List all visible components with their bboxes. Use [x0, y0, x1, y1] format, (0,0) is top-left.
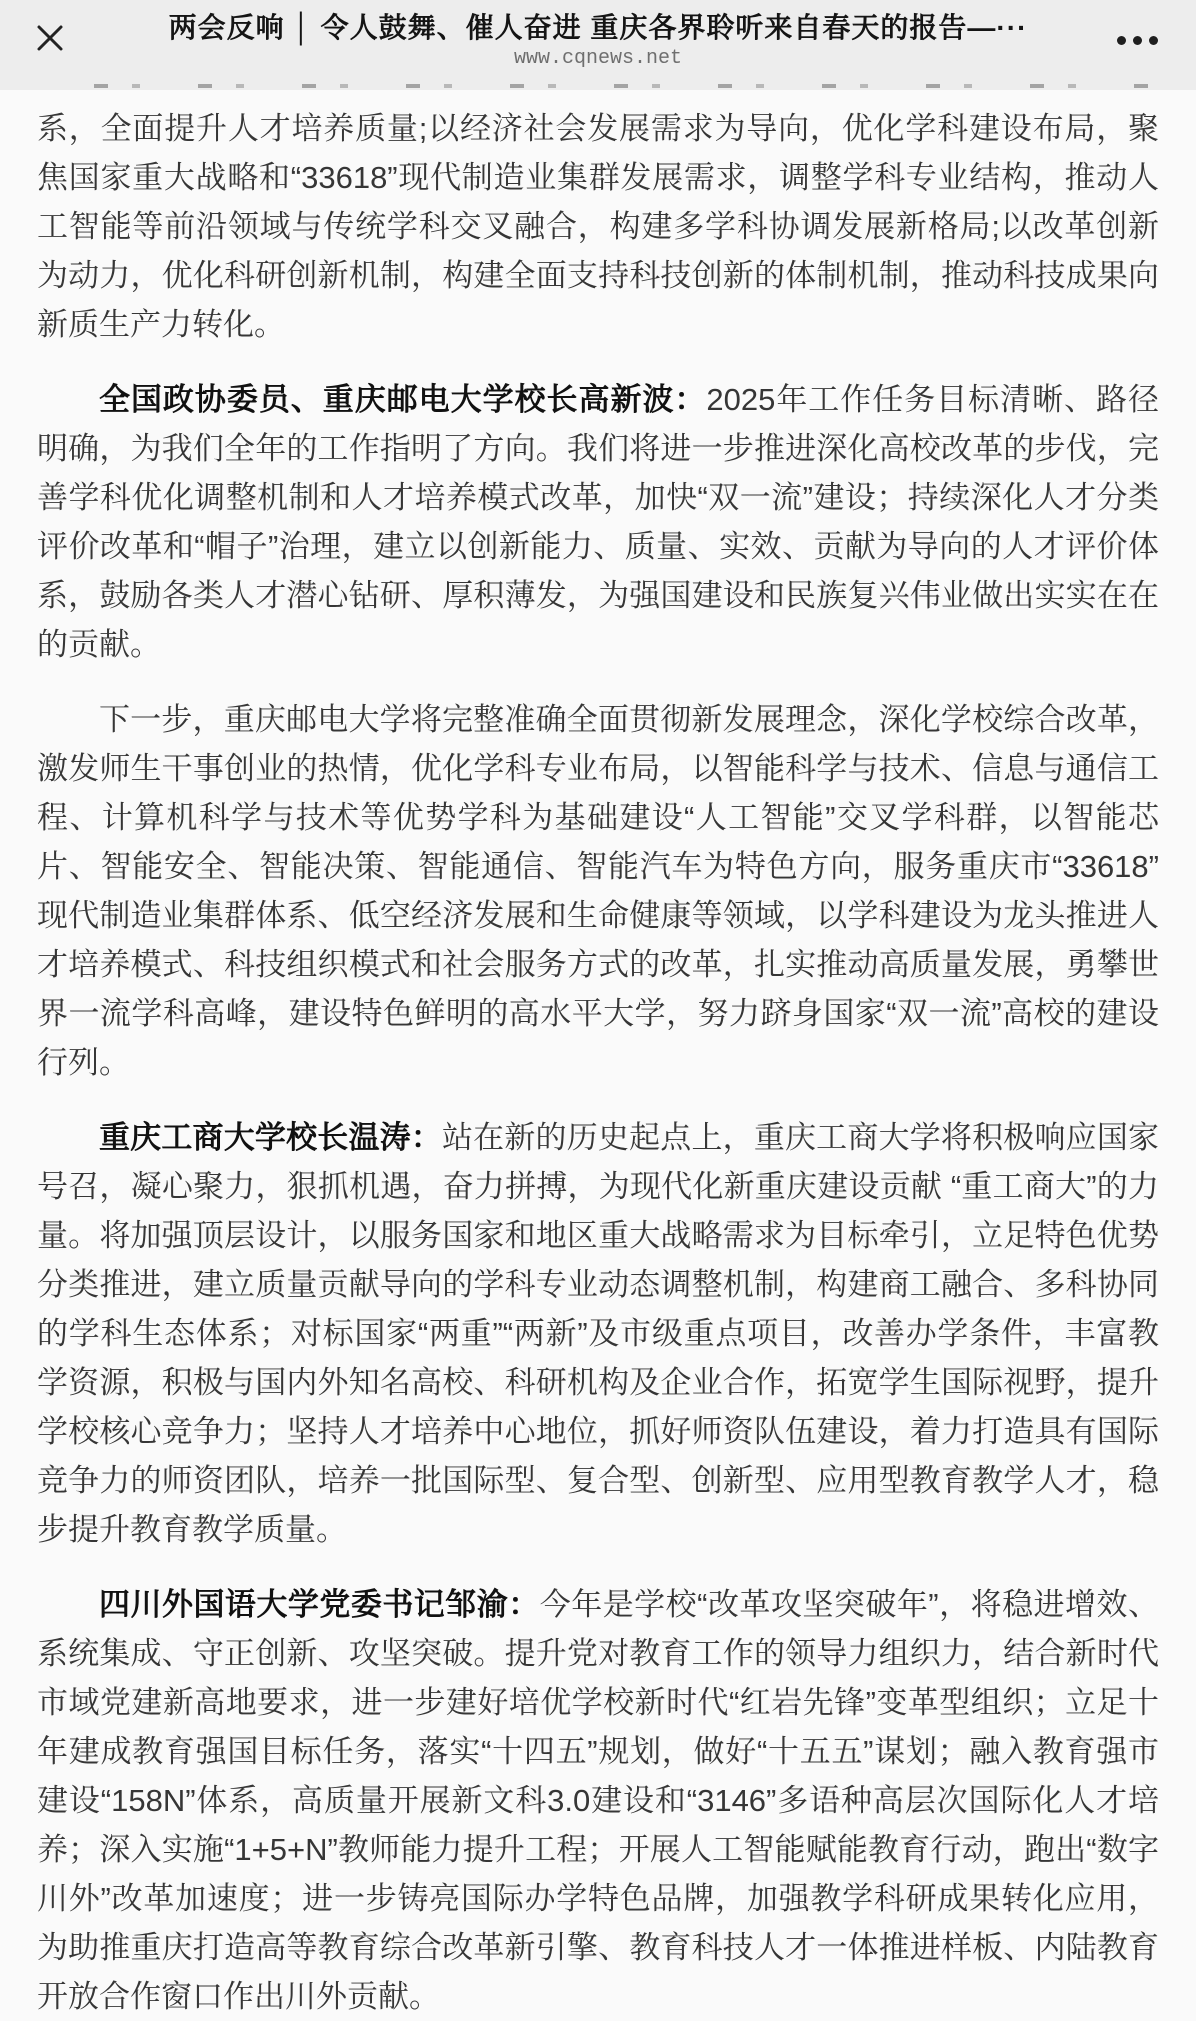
browser-header: [0, 0, 1196, 90]
close-icon: [34, 22, 66, 54]
article-paragraph: [37, 1113, 1159, 1554]
paragraph-text: 今年是学校“改革攻坚突破年”，将稳进增效、系统集成、守正创新、攻坚突破。提升党对教育工作的领导力组织力，结合新时代市域党建新高地要求，进一步建好培优学校新时代“红岩先锋”变革型组织；立足十年建成教育强国目标任务，落实“十四五”规划，做好“十五五”谋划；融入教育强市建设“158N”体系，高质量开展新文科3.0建设和“3146”多语种高层次国际化人才培养；深入实施“1+5+N”教师能力提升工程；开展人工智能赋能教育行动，跑出“数字川外”改革加速度；进一步铸亮国际办学特色品牌，加强教学科研成果转化应用，为助推重庆打造高等教育综合改革新引擎、教育科技人才一体推进样板、内陆教育开放合作窗口作出川外贡献。: [37, 1587, 1159, 2014]
page-url: www.cqnews.net: [513, 47, 683, 70]
more-menu-button[interactable]: [1113, 28, 1162, 52]
article-body: [0, 90, 1196, 2021]
paragraph-text: 系，全面提升人才培养质量;以经济社会发展需求为导向，优化学科建设布局，聚焦国家重大战略和“33618”现代制造业集群发展需求，调整学科专业结构，推动人工智能等前沿领域与传统学科交叉融合，构建多学科协调发展新格局;以改革创新为动力，优化科研创新机制，构建全面支持科技创新的体制机制，推动科技成果向新质生产力转化。: [37, 111, 1159, 342]
article-paragraph: [37, 1580, 1159, 2021]
speaker-name: 重庆工商大学校长温涛：: [99, 1120, 442, 1155]
title-block: [90, 10, 1106, 72]
close-button[interactable]: [30, 18, 70, 58]
speaker-name: 全国政协委员、重庆邮电大学校长高新波：: [99, 382, 707, 417]
clipped-text-fragments: [36, 84, 1160, 88]
speaker-name: 四川外国语大学党委书记邹渝：: [99, 1587, 540, 1622]
article-paragraph: [37, 375, 1159, 669]
article-paragraph: [37, 695, 1159, 1087]
more-menu-icon: [1117, 36, 1158, 45]
paragraph-text: 下一步，重庆邮电大学将完整准确全面贯彻新发展理念，深化学校综合改革，激发师生干事创业的热情，优化学科专业布局，以智能科学与技术、信息与通信工程、计算机科学与技术等优势学科为基础建设“人工智能”交叉学科群，以智能芯片、智能安全、智能决策、智能通信、智能汽车为特色方向，服务重庆市“33618”现代制造业集群体系、低空经济发展和生命健康等领域，以学科建设为龙头推进人才培养模式、科技组织模式和社会服务方式的改革，扎实推动高质量发展，勇攀世界一流学科高峰，建设特色鲜明的高水平大学，努力跻身国家“双一流”高校的建设行列。: [37, 702, 1159, 1080]
paragraph-text: 2025年工作任务目标清晰、路径明确，为我们全年的工作指明了方向。我们将进一步推进深化高校改革的步伐，完善学科优化调整机制和人才培养模式改革，加快“双一流”建设；持续深化人才分类评价改革和“帽子”治理，建立以创新能力、质量、实效、贡献为导向的人才评价体系，鼓励各类人才潜心钻研、厚积薄发，为强国建设和民族复兴伟业做出实实在在的贡献。: [37, 382, 1159, 662]
paragraph-text: 站在新的历史起点上，重庆工商大学将积极响应国家号召，凝心聚力，狠抓机遇，奋力拼搏，为现代化新重庆建设贡献 “重工商大”的力量。将加强顶层设计，以服务国家和地区重大战略需求为目标牵引，立足特色优势分类推进，建立质量贡献导向的学科专业动态调整机制，构建商工融合、多科协同的学科生态体系；对标国家“两重”“两新”及市级重点项目，改善办学条件，丰富教学资源，积极与国内外知名高校、科研机构及企业合作，拓宽学生国际视野，提升学校核心竞争力；坚持人才培养中心地位，抓好师资队伍建设，着力打造具有国际竞争力的师资团队，培养一批国际型、复合型、创新型、应用型教育教学人才，稳步提升教育教学质量。: [37, 1120, 1159, 1547]
article-paragraph: [37, 104, 1159, 349]
page-title: 两会反响 │ 令人鼓舞、催人奋进 重庆各界聆听来自春天的报告—···: [168, 12, 1028, 43]
